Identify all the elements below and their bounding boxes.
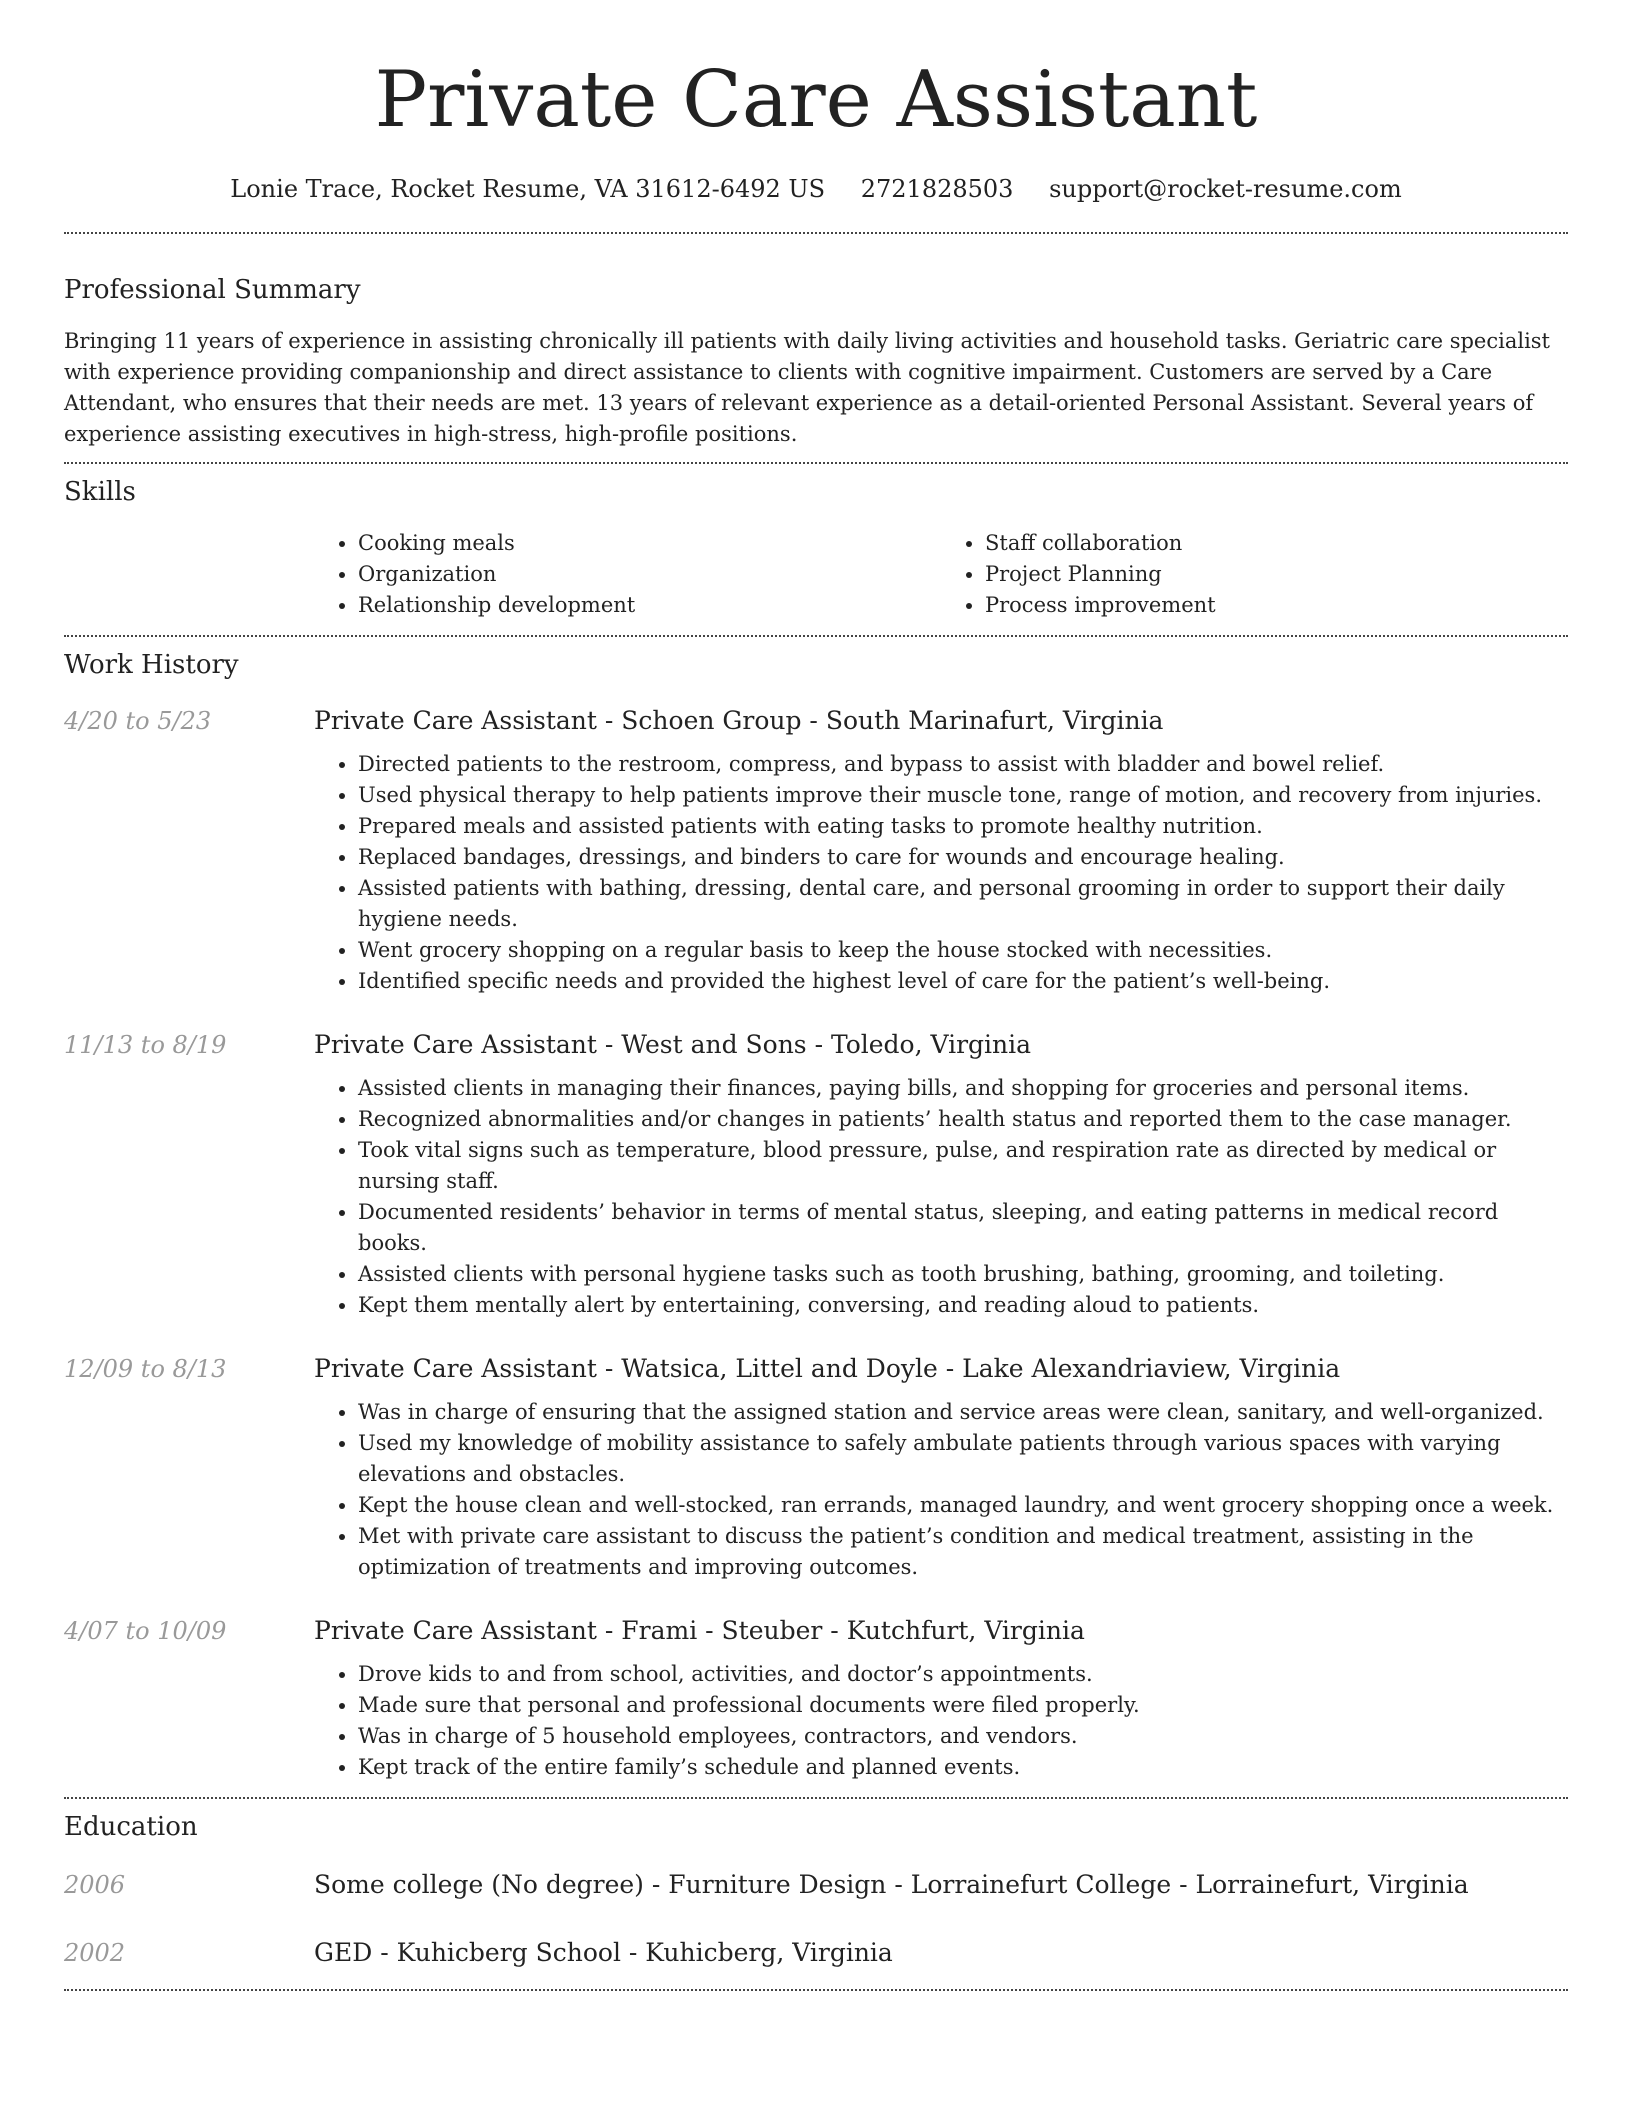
job-heading: Private Care Assistant - Schoen Group - South Marinafurt, Virginia <box>314 706 1164 735</box>
contact-email: support@rocket-resume.com <box>1049 175 1402 203</box>
job-bullet: • Was in charge of ensuring that the assigned station and service areas were clean, sanitary, and well-organized. <box>358 1397 1568 1428</box>
summary-text: Bringing 11 years of experience in assisting chronically ill patients with daily living activities and household tasks. Geriatric care specialist with experience providing companionship and direct assistance to clients with cognitive impairment. Customers are served by a Care Attendant, who ensures that their needs are met. 13 years of relevant experience as a detail-oriented Personal Assistant. Several years of experience assisting executives in high-stress, high-profile positions. <box>64 329 1550 446</box>
job-bullet: • Took vital signs such as temperature, blood pressure, pulse, and respiration rate as directed by medical or nursing staff. <box>358 1135 1568 1197</box>
skill-item: • Staff collaboration <box>985 528 1568 559</box>
resume-title: Private Care Assistant <box>374 55 1258 145</box>
divider <box>64 1989 1568 1991</box>
job-bullets <box>314 1073 1568 1321</box>
education-year: 2002 <box>64 1939 126 1967</box>
section-title-summary: Professional Summary <box>64 275 361 305</box>
job-bullet: • Documented residents’ behavior in terms of mental status, sleeping, and eating patterns in medical record books. <box>358 1197 1568 1259</box>
section-title-skills: Skills <box>64 477 136 507</box>
job-bullet: • Assisted clients with personal hygiene tasks such as tooth brushing, bathing, grooming, and toileting. <box>358 1259 1568 1290</box>
job-bullets <box>314 1397 1568 1583</box>
work-section <box>64 637 1568 1783</box>
job-entry <box>64 1613 1568 1783</box>
job-bullet: • Kept track of the entire family’s schedule and planned events. <box>358 1752 1568 1783</box>
job-bullet: • Made sure that personal and professional documents were filed properly. <box>358 1690 1568 1721</box>
contact-phone: 2721828503 <box>860 175 1014 203</box>
job-header <box>64 703 1568 739</box>
job-bullet: • Met with private care assistant to discuss the patient’s condition and medical treatment, assisting in the optimization of treatments and improving outcomes. <box>358 1521 1568 1583</box>
job-bullet: • Kept them mentally alert by entertaining, conversing, and reading aloud to patients. <box>358 1290 1568 1321</box>
skill-item: • Project Planning <box>985 559 1568 590</box>
job-bullet: • Assisted patients with bathing, dressing, dental care, and personal grooming in order to support their daily hygiene needs. <box>358 873 1568 935</box>
skill-item: • Process improvement <box>985 590 1568 621</box>
job-bullet: • Used physical therapy to help patients improve their muscle tone, range of motion, and recovery from injuries. <box>358 780 1568 811</box>
job-dates: 4/07 to 10/09 <box>64 1617 227 1645</box>
job-entry <box>64 1027 1568 1321</box>
job-bullet: • Directed patients to the restroom, compress, and bypass to assist with bladder and bowel relief. <box>358 749 1568 780</box>
education-entry <box>64 1867 1568 1903</box>
job-dates: 11/13 to 8/19 <box>64 1031 227 1059</box>
contact-line <box>64 172 1568 206</box>
job-bullet: • Replaced bandages, dressings, and binders to care for wounds and encourage healing. <box>358 842 1568 873</box>
job-heading: Private Care Assistant - Frami - Steuber - Kutchfurt, Virginia <box>314 1616 1085 1645</box>
job-entry <box>64 703 1568 997</box>
skills-column-left <box>314 528 941 621</box>
job-bullet: • Drove kids to and from school, activities, and doctor’s appointments. <box>358 1659 1568 1690</box>
job-bullet: • Recognized abnormalities and/or changes in patients’ health status and reported them to the case manager. <box>358 1104 1568 1135</box>
job-bullet: • Assisted clients in managing their finances, paying bills, and shopping for groceries and personal items. <box>358 1073 1568 1104</box>
section-title-education: Education <box>64 1812 198 1842</box>
job-bullet: • Used my knowledge of mobility assistance to safely ambulate patients through various spaces with varying elevations and obstacles. <box>358 1428 1568 1490</box>
skills-section <box>64 464 1568 621</box>
job-dates: 12/09 to 8/13 <box>64 1355 227 1383</box>
contact-address: Lonie Trace, Rocket Resume, VA 31612-6492 US <box>230 175 826 203</box>
job-bullet: • Identified specific needs and provided the highest level of care for the patient’s well-being. <box>358 966 1568 997</box>
skill-item: • Cooking meals <box>358 528 941 559</box>
job-heading: Private Care Assistant - West and Sons - Toledo, Virginia <box>314 1030 1032 1059</box>
job-bullet: • Went grocery shopping on a regular basis to keep the house stocked with necessities. <box>358 935 1568 966</box>
education-year: 2006 <box>64 1871 126 1899</box>
skill-item: • Organization <box>358 559 941 590</box>
section-title-work: Work History <box>64 650 239 680</box>
job-entry <box>64 1351 1568 1583</box>
job-header <box>64 1027 1568 1063</box>
job-dates: 4/20 to 5/23 <box>64 707 212 735</box>
education-section <box>64 1799 1568 1971</box>
job-bullet: • Was in charge of 5 household employees, contractors, and vendors. <box>358 1721 1568 1752</box>
skills-list <box>314 528 1568 621</box>
summary-section <box>64 234 1568 450</box>
job-bullet: • Kept the house clean and well-stocked, ran errands, managed laundry, and went grocery shopping once a week. <box>358 1490 1568 1521</box>
job-bullets <box>314 749 1568 997</box>
job-heading: Private Care Assistant - Watsica, Littel and Doyle - Lake Alexandriaview, Virginia <box>314 1354 1341 1383</box>
job-header <box>64 1613 1568 1649</box>
job-bullets <box>314 1659 1568 1783</box>
job-bullet: • Prepared meals and assisted patients with eating tasks to promote healthy nutrition. <box>358 811 1568 842</box>
job-header <box>64 1351 1568 1387</box>
education-entry <box>64 1935 1568 1971</box>
skills-column-right <box>941 528 1568 621</box>
education-text: Some college (No degree) - Furniture Design - Lorrainefurt College - Lorrainefurt, Virginia <box>314 1870 1469 1899</box>
skill-item: • Relationship development <box>358 590 941 621</box>
education-text: GED - Kuhicberg School - Kuhicberg, Virginia <box>314 1938 893 1967</box>
